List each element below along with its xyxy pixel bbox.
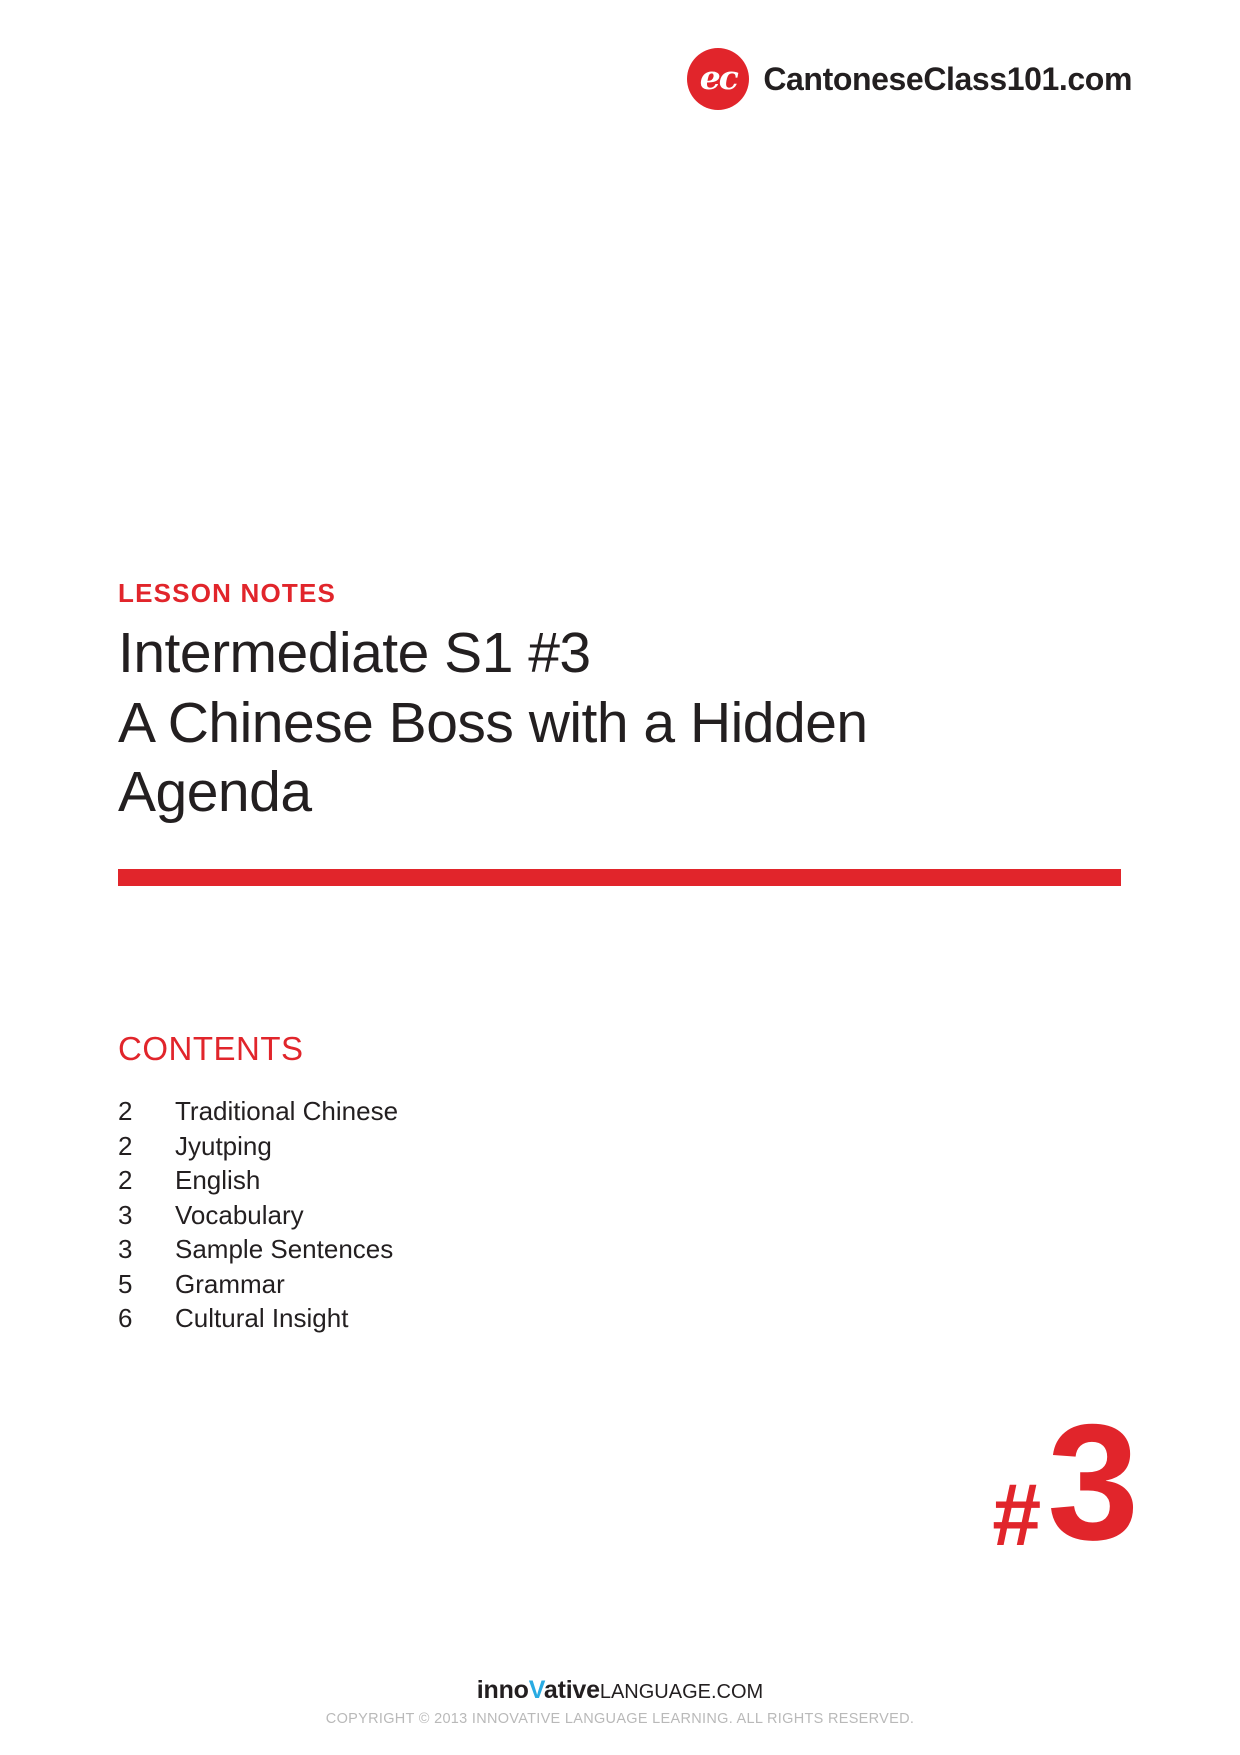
lesson-notes-kicker: LESSON NOTES xyxy=(118,578,337,608)
toc-page-number: 3 xyxy=(118,1234,133,1264)
brand-header xyxy=(687,48,1132,110)
toc-entry-label: Cultural Insight xyxy=(175,1303,349,1333)
contents-section xyxy=(118,1030,918,1336)
toc-page-number: 2 xyxy=(118,1130,133,1161)
list-item xyxy=(118,1232,918,1267)
list-item xyxy=(118,1129,918,1164)
page-title-line-3: Agenda xyxy=(118,760,312,825)
page-footer xyxy=(0,1676,1240,1727)
list-item xyxy=(118,1163,918,1198)
toc-page-number: 6 xyxy=(118,1303,133,1333)
toc-page-number: 2 xyxy=(118,1165,133,1195)
cantoneseclass101-logo-icon xyxy=(687,48,749,110)
page-title xyxy=(118,619,1128,828)
lesson-number-badge xyxy=(992,1390,1135,1574)
contents-heading: CONTENTS xyxy=(118,1030,304,1067)
lesson-number-value: 3 xyxy=(1047,1390,1135,1574)
toc-page-number: 3 xyxy=(118,1199,133,1230)
footer-logo-ative: ative xyxy=(543,1676,600,1704)
lesson-number-hash: # xyxy=(992,1465,1042,1564)
toc-entry-label: Jyutping xyxy=(175,1130,272,1161)
footer-logo-v: V xyxy=(528,1676,544,1704)
copyright-notice: COPYRIGHT © 2013 INNOVATIVE LANGUAGE LEARNING. ALL RIGHTS RESERVED. xyxy=(325,1711,915,1727)
toc-entry-label: Traditional Chinese xyxy=(175,1096,399,1126)
page-title-line-1: Intermediate S1 #3 xyxy=(118,621,591,685)
list-item xyxy=(118,1267,918,1302)
toc-page-number: 2 xyxy=(118,1096,133,1126)
list-item xyxy=(118,1094,918,1129)
toc-page-number: 5 xyxy=(118,1268,133,1299)
toc-entry-label: Grammar xyxy=(175,1268,285,1299)
title-block xyxy=(118,578,1128,828)
list-item xyxy=(118,1301,918,1336)
page-title-line-2: A Chinese Boss with a Hidden xyxy=(118,690,868,755)
logo-monogram: ec xyxy=(699,58,737,97)
toc-entry-label: Sample Sentences xyxy=(175,1234,394,1264)
brand-name: CantoneseClass101.com xyxy=(763,60,1132,97)
toc-entry-label: English xyxy=(175,1165,261,1195)
list-item xyxy=(118,1198,918,1233)
innovative-language-logo xyxy=(0,1676,1240,1705)
footer-logo-inno: inno xyxy=(476,1676,529,1704)
toc-entry-label: Vocabulary xyxy=(175,1199,304,1230)
footer-logo-language: LANGUAGE.COM xyxy=(599,1681,764,1703)
title-divider xyxy=(118,869,1121,886)
